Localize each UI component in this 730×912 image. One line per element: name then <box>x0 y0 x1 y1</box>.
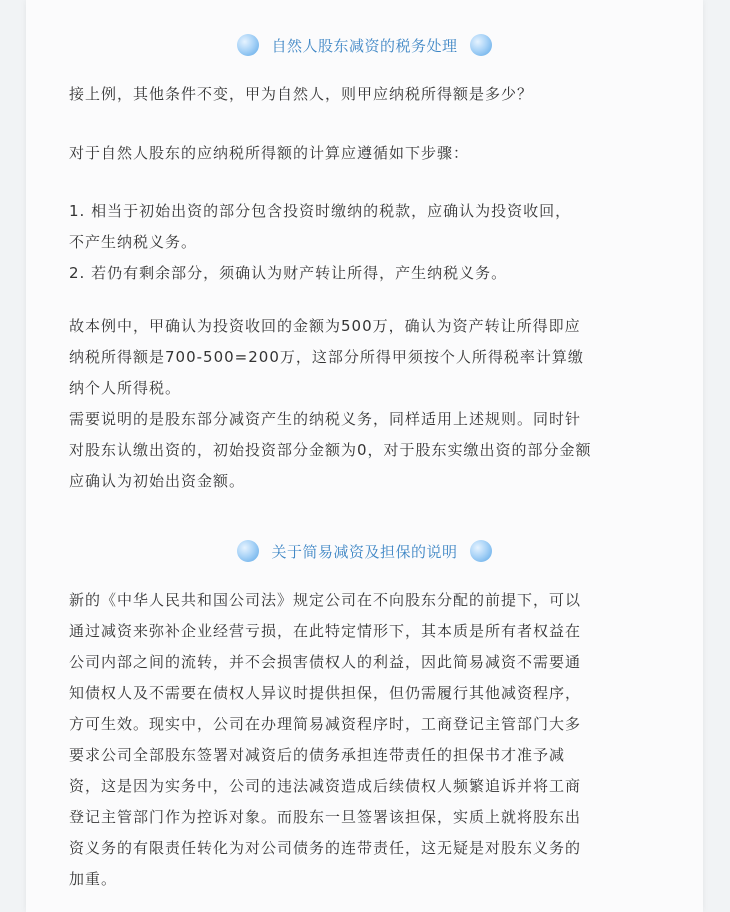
text-line: 应确认为初始出资金额。 <box>69 472 246 490</box>
paragraph <box>69 585 669 895</box>
text-line: 对股东认缴出资的，初始投资部分金额为0，对于股东实缴出资的部分金额 <box>69 441 592 459</box>
article-page <box>26 0 703 912</box>
paragraph <box>69 196 669 289</box>
blue-orb-icon <box>470 540 492 562</box>
text-line: 知债权人及不需要在债权人异议时提供担保，但仍需履行其他减资程序， <box>69 684 582 702</box>
text-line: 对于自然人股东的应纳税所得额的计算应遵循如下步骤： <box>69 144 470 162</box>
text-line: 1. 相当于初始出资的部分包含投资时缴纳的税款，应确认为投资收回， <box>69 202 572 220</box>
paragraph <box>69 311 669 497</box>
paragraph <box>69 138 669 169</box>
section-title-2 <box>26 536 703 566</box>
blue-orb-icon <box>237 34 259 56</box>
text-line: 要求公司全部股东签署对减资后的债务承担连带责任的担保书才准予减 <box>69 746 566 764</box>
text-line: 故本例中，甲确认为投资收回的金额为500万，确认为资产转让所得即应 <box>69 317 581 335</box>
blue-orb-icon <box>237 540 259 562</box>
text-line: 2. 若仍有剩余部分，须确认为财产转让所得，产生纳税义务。 <box>69 264 508 282</box>
text-line: 接上例，其他条件不变，甲为自然人，则甲应纳税所得额是多少？ <box>69 85 534 103</box>
section-title-1 <box>26 30 703 60</box>
text-line: 加重。 <box>69 870 118 888</box>
section-title-text: 自然人股东减资的税务处理 <box>271 36 458 55</box>
text-line: 纳个人所得税。 <box>69 379 182 397</box>
blue-orb-icon <box>470 34 492 56</box>
section-title-text: 关于简易减资及担保的说明 <box>271 542 458 561</box>
text-line: 方可生效。现实中，公司在办理简易减资程序时，工商登记主管部门大多 <box>69 715 582 733</box>
text-line: 通过减资来弥补企业经营亏损，在此特定情形下，其本质是所有者权益在 <box>69 622 582 640</box>
text-line: 新的《中华人民共和国公司法》规定公司在不向股东分配的前提下，可以 <box>69 591 582 609</box>
text-line: 公司内部之间的流转，并不会损害债权人的利益，因此简易减资不需要通 <box>69 653 582 671</box>
text-line: 不产生纳税义务。 <box>69 233 198 251</box>
text-line: 资，这是因为实务中，公司的违法减资造成后续债权人频繁追诉并将工商 <box>69 777 582 795</box>
text-line: 纳税所得额是700-500=200万，这部分所得甲须按个人所得税率计算缴 <box>69 348 584 366</box>
paragraph <box>69 79 669 110</box>
text-line: 需要说明的是股东部分减资产生的纳税义务，同样适用上述规则。同时针 <box>69 410 582 428</box>
text-line: 资义务的有限责任转化为对公司债务的连带责任，这无疑是对股东义务的 <box>69 839 582 857</box>
text-line: 登记主管部门作为控诉对象。而股东一旦签署该担保，实质上就将股东出 <box>69 808 582 826</box>
